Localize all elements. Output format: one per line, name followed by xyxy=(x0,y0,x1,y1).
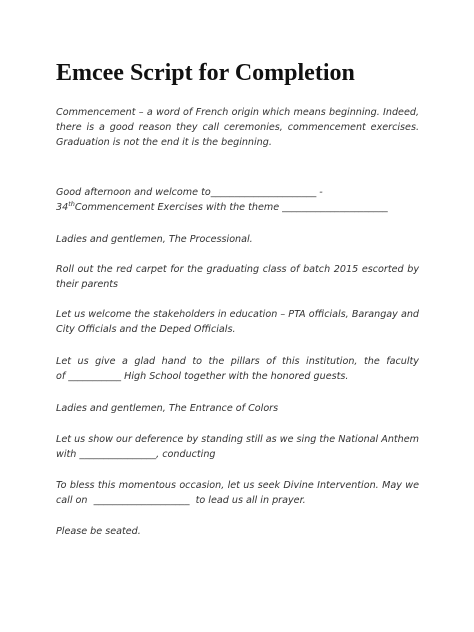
faculty-line-2: of ___________ High School together with the honored guests. xyxy=(56,371,349,382)
prayer-paragraph xyxy=(56,478,419,508)
faculty-line-1: Let us give a glad hand to the pillars of this institution, the faculty xyxy=(56,356,419,367)
colors-paragraph: Ladies and gentlemen, The Entrance of Colors xyxy=(56,403,279,414)
processional-paragraph: Ladies and gentlemen, The Processional. xyxy=(56,234,253,245)
anthem-line-2: with ________________, conducting xyxy=(56,449,216,460)
prayer-line-1: To bless this momentous occasion, let us seek Divine Intervention. May we xyxy=(56,480,419,491)
ordinal-number: 34 xyxy=(56,202,69,213)
welcome-line-2 xyxy=(56,200,419,215)
intro-paragraph: Commencement – a word of French origin which means beginning. Indeed, there is a good reason they call ceremonies, commencement exercises. Graduation is not the end it is the beginning. xyxy=(56,107,419,148)
document-title: Emcee Script for Completion xyxy=(56,60,355,86)
anthem-line-1: Let us show our deference by standing still as we sing the National Anthem xyxy=(56,434,419,445)
stakeholders-paragraph: Let us welcome the stakeholders in education – PTA officials, Barangay and City Officials and the Deped Officials. xyxy=(56,309,419,335)
welcome-paragraph xyxy=(56,185,419,215)
welcome-line-2-text: Commencement Exercises with the theme ______________________ xyxy=(74,202,388,213)
anthem-paragraph xyxy=(56,432,419,462)
seated-paragraph: Please be seated. xyxy=(56,526,141,537)
prayer-line-2: call on ____________________ to lead us all in prayer. xyxy=(56,495,306,506)
ordinal-suffix: th xyxy=(68,200,75,208)
red-carpet-paragraph: Roll out the red carpet for the graduating class of batch 2015 escorted by their parents xyxy=(56,264,419,290)
welcome-line-1: Good afternoon and welcome to______________________ - xyxy=(56,187,323,198)
faculty-paragraph xyxy=(56,354,419,384)
